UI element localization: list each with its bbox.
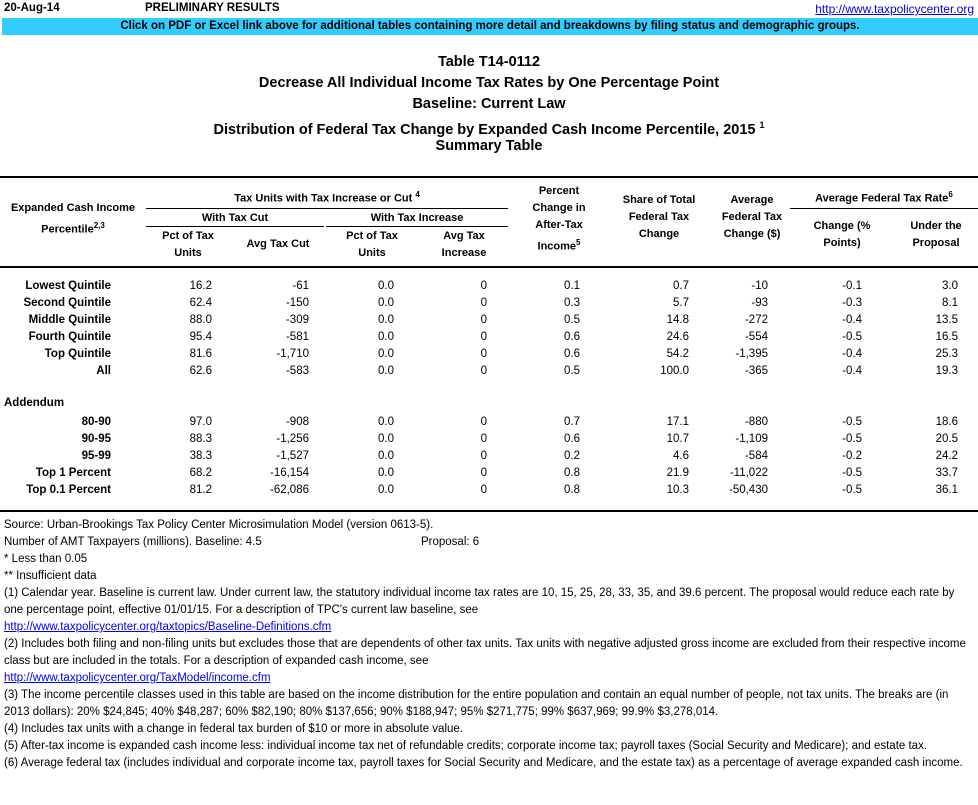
cell-rate-under-proposal: 8.1 — [942, 297, 958, 309]
cell-rate-change: -0.2 — [842, 450, 862, 462]
cell-avg-federal-tax-change: -272 — [744, 314, 768, 326]
table-baseline: Baseline: Current Law — [412, 96, 566, 112]
cell-share-total-change: 14.8 — [666, 314, 689, 326]
cell-share-total-change: 10.3 — [666, 484, 689, 496]
cell-avg-tax-cut: -581 — [285, 331, 309, 343]
info-banner: Click on PDF or Excel link above for additional tables containing more detail and breakdowns by filing status and demographic groups. — [2, 18, 978, 35]
row-label: All — [96, 365, 111, 377]
baseline-definitions-link[interactable]: http://www.taxpolicycenter.org/taxtopics/Baseline-Definitions.cfm — [4, 621, 332, 633]
cell-rate-under-proposal: 36.1 — [935, 484, 958, 496]
cell-avg-federal-tax-change: -584 — [744, 450, 768, 462]
cell-avg-tax-increase: 0 — [480, 450, 487, 462]
cell-avg-federal-tax-change: -880 — [744, 416, 768, 428]
col-pct-change-after-tax: Percent Change in After-Tax Income$^5$ — [532, 185, 586, 253]
cell-avg-tax-cut: -150 — [285, 297, 309, 309]
cell-avg-tax-increase: 0 — [480, 280, 487, 292]
col-rate-under-proposal: Under the Proposal — [910, 220, 962, 249]
row-label: Top Quintile — [44, 348, 111, 360]
cell-rate-change: -0.5 — [842, 467, 862, 479]
col-group-tax-units: Tax Units with Tax Increase or Cut $^4$ — [234, 190, 420, 205]
cell-pct-tax-units-cut: 16.2 — [189, 280, 212, 292]
cell-rate-change: -0.5 — [842, 416, 862, 428]
cell-share-total-change: 21.9 — [666, 467, 689, 479]
footnote-1: (1) Calendar year. Baseline is current law. Under current law, the statutory individual income tax rates are 10, 15, 25, 28, 33, 35, and 39.6 percent. The proposal would reduce each rate by one percentage point, effective 01/01/15. For a description of TPC's current law baseline, see — [4, 587, 955, 616]
table-subtitle: Distribution of Federal Tax Change by Expanded Cash Income Percentile, 2015 $^1$ — [213, 120, 765, 138]
col-share-total-change: Share of Total Federal Tax Change — [622, 194, 696, 240]
cell-avg-federal-tax-change: -10 — [751, 280, 768, 292]
cell-rate-under-proposal: 16.5 — [935, 331, 958, 343]
cell-pct-tax-units-cut: 81.6 — [189, 348, 212, 360]
cell-pct-tax-units-increase: 0.0 — [378, 416, 394, 428]
cell-pct-tax-units-cut: 88.3 — [189, 433, 212, 445]
addendum-label: Addendum — [4, 397, 65, 409]
cell-avg-federal-tax-change: -1,109 — [735, 433, 768, 445]
cell-avg-tax-cut: -62,086 — [269, 484, 309, 496]
table-row — [0, 465, 978, 482]
cell-avg-federal-tax-change: -50,430 — [728, 484, 768, 496]
col-avg-tax-increase: Avg Tax Increase — [441, 230, 487, 259]
cell-pct-change-after-tax: 0.7 — [564, 416, 580, 428]
cell-rate-change: -0.4 — [842, 348, 862, 360]
cell-share-total-change: 100.0 — [660, 365, 689, 377]
footnote-3: (3) The income percentile classes used in this table are based on the income distribution for the entire population and contain an equal number of people, not tax units. The breaks are (in 2013 dollars): 20% $24,845; 40% $48,287; 60% $82,190; 80% $137,656; 90% $188,947; 95% $271,775; 99% $637,969; 99.9% $3,278,014. — [4, 689, 949, 718]
table-summary-label: Summary Table — [435, 138, 543, 154]
col-group-with-tax-increase: With Tax Increase — [370, 212, 464, 224]
cell-share-total-change: 5.7 — [673, 297, 689, 309]
table-bottom-rule — [0, 510, 978, 512]
table-row — [0, 295, 978, 312]
cell-pct-tax-units-increase: 0.0 — [378, 280, 394, 292]
cell-rate-under-proposal: 13.5 — [935, 314, 958, 326]
amt-note: Number of AMT Taxpayers (millions). Baseline: 4.5 Proposal: 6 — [4, 536, 480, 548]
header-top-rule — [0, 176, 978, 178]
tax-rate-rule — [790, 208, 978, 209]
cell-rate-under-proposal: 18.6 — [935, 416, 958, 428]
cell-rate-under-proposal: 19.3 — [935, 365, 958, 377]
cell-pct-change-after-tax: 0.2 — [564, 450, 580, 462]
cell-avg-tax-cut: -16,154 — [269, 467, 309, 479]
col-group-avg-tax-rate: Average Federal Tax Rate$^6$ — [815, 190, 953, 205]
cell-rate-change: -0.5 — [842, 331, 862, 343]
cell-avg-federal-tax-change: -365 — [744, 365, 768, 377]
cell-rate-change: -0.4 — [842, 365, 862, 377]
row-label: Fourth Quintile — [28, 331, 111, 343]
table-row — [0, 278, 978, 295]
report-header — [4, 0, 974, 18]
cell-avg-tax-increase: 0 — [480, 297, 487, 309]
cell-avg-tax-cut: -309 — [285, 314, 309, 326]
cell-pct-change-after-tax: 0.8 — [564, 484, 580, 496]
cell-pct-tax-units-cut: 68.2 — [189, 467, 212, 479]
table-row — [0, 363, 978, 380]
cell-rate-change: -0.1 — [842, 280, 862, 292]
cell-rate-under-proposal: 24.2 — [935, 450, 958, 462]
cell-rate-change: -0.3 — [842, 297, 862, 309]
report-date: 20-Aug-14 — [4, 2, 60, 14]
less-than-note: * Less than 0.05 — [4, 553, 88, 565]
table-title: Decrease All Individual Income Tax Rates by One Percentage Point — [258, 75, 720, 91]
cell-share-total-change: 17.1 — [666, 416, 689, 428]
col-pct-tax-units-cut: Pct of Tax Units — [162, 230, 214, 259]
cell-avg-tax-increase: 0 — [480, 416, 487, 428]
row-label: Middle Quintile — [28, 314, 111, 326]
cell-avg-tax-increase: 0 — [480, 314, 487, 326]
table-row — [0, 482, 978, 499]
cell-pct-change-after-tax: 0.6 — [564, 433, 580, 445]
cell-avg-tax-cut: -583 — [285, 365, 309, 377]
cell-avg-tax-increase: 0 — [480, 484, 487, 496]
row-label: Lowest Quintile — [25, 280, 111, 292]
cell-avg-federal-tax-change: -93 — [751, 297, 768, 309]
table-row — [0, 312, 978, 329]
footnote-4: (4) Includes tax units with a change in federal tax burden of $10 or more in absolute value. — [4, 723, 463, 735]
table-row — [0, 329, 978, 346]
footnotes — [4, 517, 970, 772]
col-rate-change: Change (% Points) — [813, 220, 871, 249]
cell-pct-tax-units-increase: 0.0 — [378, 297, 394, 309]
cell-share-total-change: 24.6 — [666, 331, 689, 343]
row-label: 90-95 — [81, 433, 111, 445]
col-avg-federal-tax-change: Average Federal Tax Change ($) — [721, 194, 783, 240]
cell-rate-under-proposal: 25.3 — [935, 348, 958, 360]
cell-avg-tax-cut: -1,256 — [276, 433, 309, 445]
cell-avg-federal-tax-change: -11,022 — [729, 467, 768, 479]
table-row — [0, 431, 978, 448]
cell-pct-tax-units-cut: 81.2 — [189, 484, 212, 496]
cell-pct-tax-units-cut: 95.4 — [189, 331, 212, 343]
tax-units-rule — [146, 208, 508, 209]
cell-pct-tax-units-increase: 0.0 — [378, 467, 394, 479]
income-definition-link[interactable]: http://www.taxpolicycenter.org/TaxModel/income.cfm — [4, 672, 271, 684]
cell-pct-change-after-tax: 0.1 — [564, 280, 580, 292]
footnote-2: (2) Includes both filing and non-filing units but excludes those that are dependents of other tax units. Tax units with negative adjusted gross income are excluded from their respective income class but are included in the totals. For a description of expanded cash income, see — [4, 638, 966, 667]
cell-avg-tax-cut: -61 — [292, 280, 309, 292]
cell-pct-tax-units-cut: 62.4 — [189, 297, 212, 309]
cell-pct-tax-units-increase: 0.0 — [378, 314, 394, 326]
cell-rate-under-proposal: 3.0 — [942, 280, 958, 292]
cell-pct-tax-units-increase: 0.0 — [378, 348, 394, 360]
cell-rate-change: -0.4 — [842, 314, 862, 326]
table-titles — [0, 52, 978, 157]
row-label: Top 0.1 Percent — [26, 484, 111, 496]
cell-pct-change-after-tax: 0.5 — [564, 314, 580, 326]
cell-pct-change-after-tax: 0.5 — [564, 365, 580, 377]
cell-pct-tax-units-cut: 38.3 — [189, 450, 212, 462]
table-row — [0, 414, 978, 431]
cell-avg-federal-tax-change: -554 — [744, 331, 768, 343]
cell-avg-federal-tax-change: -1,395 — [735, 348, 768, 360]
table-row — [0, 346, 978, 363]
cell-rate-change: -0.5 — [842, 484, 862, 496]
cell-share-total-change: 54.2 — [666, 348, 689, 360]
row-label: 80-90 — [81, 416, 111, 428]
col-income-class: Expanded Cash Income Percentile$^{2,3}$ — [10, 202, 136, 236]
cell-avg-tax-cut: -1,527 — [276, 450, 309, 462]
cell-pct-change-after-tax: 0.8 — [564, 467, 580, 479]
cell-pct-change-after-tax: 0.6 — [564, 331, 580, 343]
cell-avg-tax-increase: 0 — [480, 467, 487, 479]
insufficient-note: ** Insufficient data — [4, 570, 97, 582]
cell-pct-tax-units-increase: 0.0 — [378, 365, 394, 377]
cell-pct-tax-units-cut: 97.0 — [189, 416, 212, 428]
cell-avg-tax-increase: 0 — [480, 348, 487, 360]
col-pct-tax-units-increase: Pct of Tax Units — [346, 230, 398, 259]
cell-pct-tax-units-increase: 0.0 — [378, 450, 394, 462]
cell-pct-tax-units-increase: 0.0 — [378, 433, 394, 445]
cell-avg-tax-increase: 0 — [480, 331, 487, 343]
cell-avg-tax-increase: 0 — [480, 365, 487, 377]
footnote-5: (5) After-tax income is expanded cash income less: individual income tax net of refundable credits; corporate income tax; payroll taxes (Social Security and Medicare); and estate tax. — [4, 740, 928, 752]
preliminary-status: PRELIMINARY RESULTS — [145, 2, 280, 14]
cell-pct-tax-units-cut: 88.0 — [189, 314, 212, 326]
col-avg-tax-cut: Avg Tax Cut — [246, 238, 310, 250]
row-label: Second Quintile — [23, 297, 111, 309]
cell-avg-tax-increase: 0 — [480, 433, 487, 445]
cell-pct-tax-units-cut: 62.6 — [189, 365, 212, 377]
row-label: Top 1 Percent — [35, 467, 111, 479]
row-label: 95-99 — [81, 450, 111, 462]
cell-share-total-change: 0.7 — [673, 280, 689, 292]
cell-share-total-change: 4.6 — [673, 450, 689, 462]
cell-avg-tax-cut: -908 — [285, 416, 309, 428]
cell-rate-under-proposal: 33.7 — [935, 467, 958, 479]
table-number: Table T14-0112 — [437, 54, 541, 70]
header-bottom-rule — [0, 266, 978, 268]
cell-share-total-change: 10.7 — [666, 433, 689, 445]
cell-rate-change: -0.5 — [842, 433, 862, 445]
cell-pct-change-after-tax: 0.3 — [564, 297, 580, 309]
footnote-6: (6) Average federal tax (includes individual and corporate income tax, payroll taxes for Social Security and Medicare, and the estate tax) as a percentage of average expanded cash income. — [4, 757, 963, 769]
col-group-with-tax-cut: With Tax Cut — [201, 212, 269, 224]
cell-pct-change-after-tax: 0.6 — [564, 348, 580, 360]
cell-avg-tax-cut: -1,710 — [276, 348, 309, 360]
table-row — [0, 448, 978, 465]
cell-rate-under-proposal: 20.5 — [935, 433, 958, 445]
source-note: Source: Urban-Brookings Tax Policy Center Microsimulation Model (version 0613-5). — [4, 519, 434, 531]
cell-pct-tax-units-increase: 0.0 — [378, 331, 394, 343]
cell-pct-tax-units-increase: 0.0 — [378, 484, 394, 496]
tpc-website-link[interactable]: http://www.taxpolicycenter.org — [815, 2, 974, 16]
